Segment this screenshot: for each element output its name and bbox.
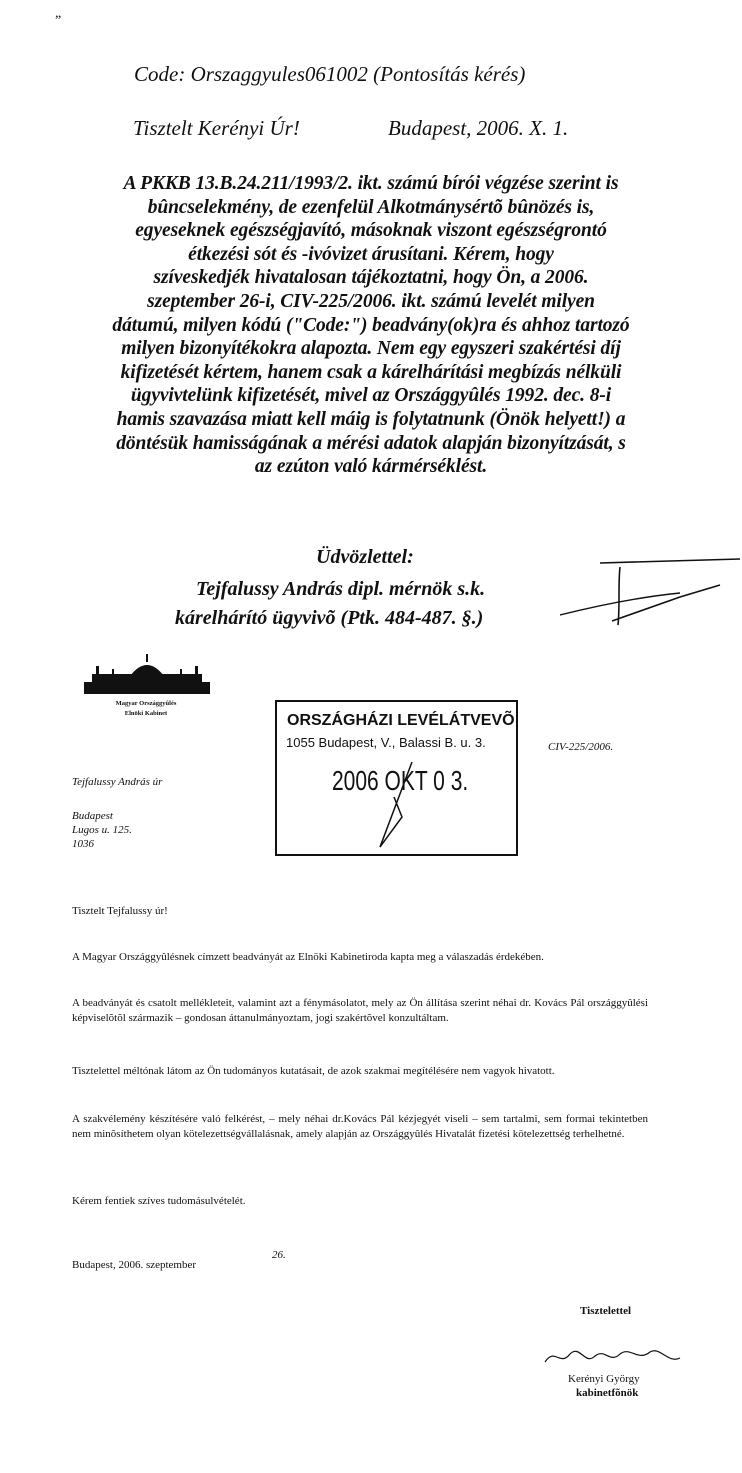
body-line: hamis szavazása miatt kell máig is folytatnunk (Önök helyett!) a: [116, 408, 626, 430]
body-line: döntésük hamisságának a mérési adatok alapján bizonyítzását, s: [116, 432, 626, 454]
signature-title: kárelhárító ügyvivõ (Ptk. 484-487. §.): [175, 607, 484, 629]
logo-line-1: Magyar Országgyûlés: [115, 700, 177, 707]
recipient-street: Lugos u. 125.: [72, 824, 132, 836]
stamp-title: ORSZÁGHÁZI LEVÉLÁTVEVÕ: [287, 712, 515, 729]
received-stamp: [275, 700, 518, 856]
body-line: étkezési sót és -ivóvizet árusítani. Kérem, hogy: [188, 243, 554, 265]
place-date: Budapest, 2006. X. 1.: [388, 116, 569, 140]
letter-closing: Tisztelettel: [580, 1305, 632, 1317]
reference-number: CIV-225/2006.: [548, 741, 614, 753]
stamp-address: 1055 Budapest, V., Balassi B. u. 3.: [286, 735, 486, 750]
code-line: Code: Orszaggyules061002 (Pontosítás kérés): [134, 62, 526, 86]
body-line: kifizetését kértem, hanem csak a kárelhárítási megbízás nélküli: [120, 361, 622, 383]
letter-date-day: 26.: [272, 1249, 286, 1261]
recipient-zip: 1036: [72, 838, 94, 850]
recipient-city: Budapest: [72, 810, 113, 822]
signature-greeting: Üdvözlettel:: [316, 546, 414, 568]
letter-salutation: Tisztelt Tejfalussy úr!: [72, 905, 168, 917]
main-paragraph: [18, 172, 724, 479]
body-line: szeptember 26-i, CIV-225/2006. ikt. számú levelét milyen: [147, 290, 595, 312]
stamp-handwritten-mark: [372, 757, 432, 852]
body-line: dátumú, milyen kódú ("Code:") beadvány(ok)ra és ahhoz tartozó: [112, 314, 630, 336]
letter-paragraph: A Magyar Országgyûlésnek címzett beadványát az Elnöki Kabinetiroda kapta meg a válaszadás érdekében.: [72, 951, 544, 963]
letter-paragraph: A szakvélemény készítésére való felkérést, – mely néhai dr.Kovács Pál kézjegyét viseli – sem tartalmi, sem formai tekintetben nem minõsíthetem olyan kötelezettségvállalásnak, amely alapján az Országgyûlés Hivatalát fizetési kötelezettség terhelhetné.: [72, 1113, 648, 1140]
body-line: az ezúton való kármérséklést.: [254, 456, 488, 478]
stamp-date: 2006 OKT 0 3.: [332, 766, 469, 797]
letter-paragraph: A beadványát és csatolt mellékleteit, valamint azt a fénymásolatot, mely az Ön állítása szerint néhai dr. Kovács Pál országgyûlési képviselõtõl származik – gondosan áttanulmányoztam, jogi szakértõvel konzultáltam.: [72, 997, 648, 1024]
body-line: ügyvivtelünk kifizetését, mivel az Országgyûlés 1992. dec. 8-i: [130, 385, 612, 407]
signer-title: kabinetfõnök: [576, 1387, 639, 1399]
letter-handwritten-signature: [540, 1342, 690, 1374]
signature-name: Tejfalussy András dipl. mérnök s.k.: [196, 578, 486, 600]
recipient-name: Tejfalussy András úr: [72, 776, 163, 788]
letter-paragraph: Kérem fentiek szíves tudomásulvételét.: [72, 1195, 246, 1207]
body-line: bûncselekmény, de ezenfelül Alkotmánysértõ bûnözés is,: [147, 196, 595, 218]
logo-line-2: Elnöki Kabinet: [124, 710, 168, 717]
corner-mark: „: [55, 6, 62, 21]
body-line: egyeseknek egészségjavító, másoknak viszont egészségrontó: [135, 220, 607, 242]
parliament-logo-icon: [82, 654, 212, 696]
body-line: szíveskedjék hivatalosan tájékoztatni, hogy Ön, a 2006.: [153, 267, 589, 289]
signer-name: Kerényi György: [568, 1373, 640, 1385]
body-line: milyen bizonyítékokra alapozta. Nem egy egyszeri szakértési díj: [121, 338, 621, 360]
letter-paragraph: Tisztelettel méltónak látom az Ön tudományos kutatásait, de azok szakmai megítélésére nem vagyok hivatott.: [72, 1065, 555, 1077]
letter-date-line: Budapest, 2006. szeptember: [72, 1259, 197, 1271]
body-line: A PKKB 13.B.24.211/1993/2. ikt. számú bírói végzése szerint is: [123, 173, 619, 194]
handwritten-signature: [560, 545, 742, 635]
salutation: Tisztelt Kerényi Úr!: [133, 116, 300, 140]
